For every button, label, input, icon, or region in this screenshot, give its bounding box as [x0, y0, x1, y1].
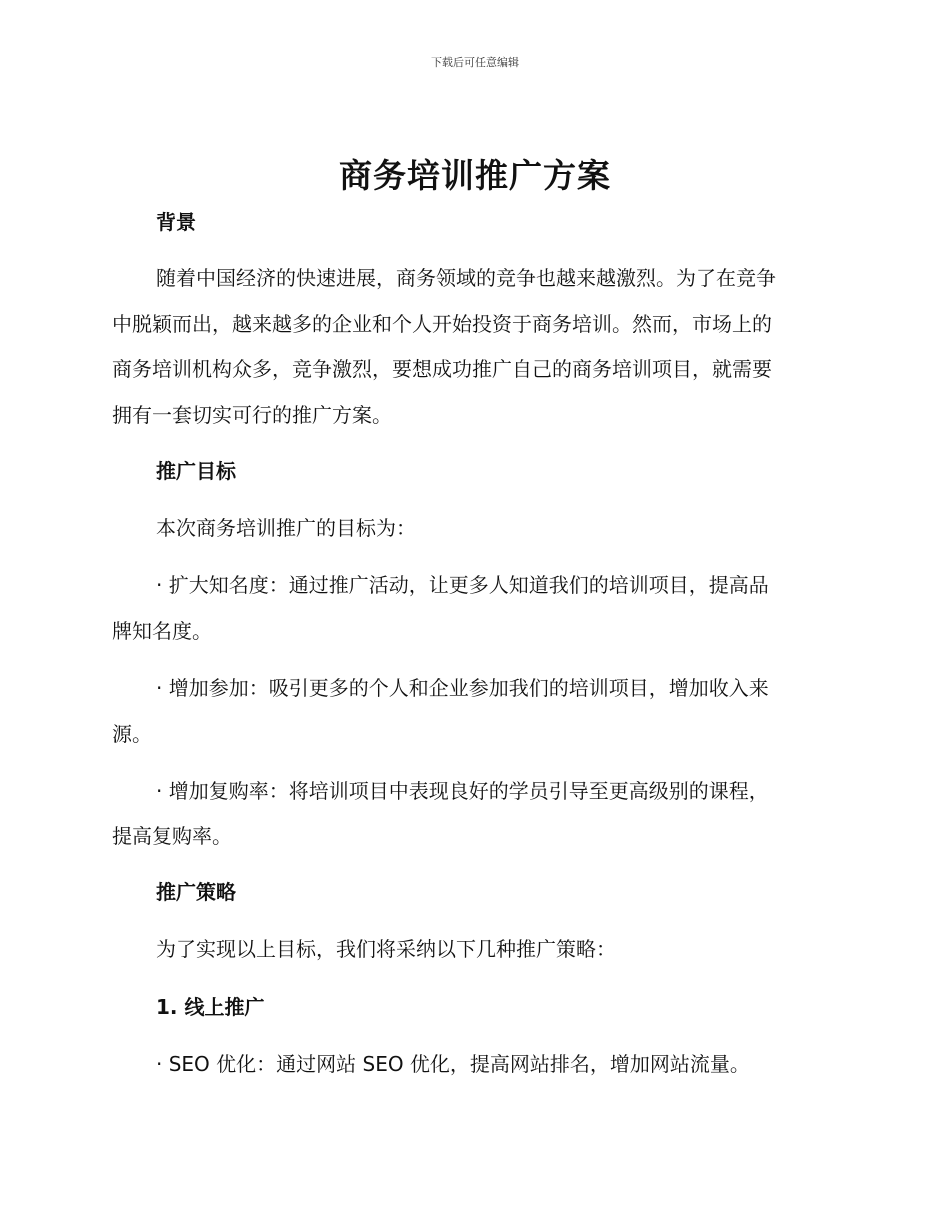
- subsection-heading-online: 1. 线上推广: [156, 995, 265, 1019]
- goal-item-line: · 增加复购率：将培训项目中表现良好的学员引导至更高级别的课程，: [156, 779, 769, 803]
- section-heading-goals: 推广目标: [156, 459, 236, 483]
- paragraph-line: 拥有一套切实可行的推广方案。: [112, 403, 392, 427]
- header-note: 下载后可任意编辑: [431, 56, 519, 69]
- page-title: 商务培训推广方案: [339, 156, 611, 195]
- goal-item-line: · 扩大知名度：通过推广活动，让更多人知道我们的培训项目，提高品: [156, 573, 769, 597]
- goal-item-line: 提高复购率。: [112, 824, 232, 848]
- paragraph-line: 中脱颖而出，越来越多的企业和个人开始投资于商务培训。然而，市场上的: [112, 312, 772, 336]
- section-heading-background: 背景: [156, 210, 196, 234]
- goal-item-line: 源。: [112, 722, 152, 746]
- paragraph-line: 商务培训机构众多，竞争激烈，要想成功推广自己的商务培训项目，就需要: [112, 357, 772, 381]
- strategy-item-line: · SEO 优化：通过网站 SEO 优化，提高网站排名，增加网站流量。: [156, 1052, 750, 1076]
- paragraph-line: 随着中国经济的快速进展，商务领域的竞争也越来越激烈。为了在竞争: [156, 266, 776, 290]
- goal-intro: 本次商务培训推广的目标为：: [156, 516, 416, 540]
- section-heading-strategy: 推广策略: [156, 880, 236, 904]
- strategy-intro: 为了实现以上目标，我们将采纳以下几种推广策略：: [156, 937, 616, 961]
- goal-item-line: · 增加参加：吸引更多的个人和企业参加我们的培训项目，增加收入来: [156, 676, 769, 700]
- goal-item-line: 牌知名度。: [112, 619, 212, 643]
